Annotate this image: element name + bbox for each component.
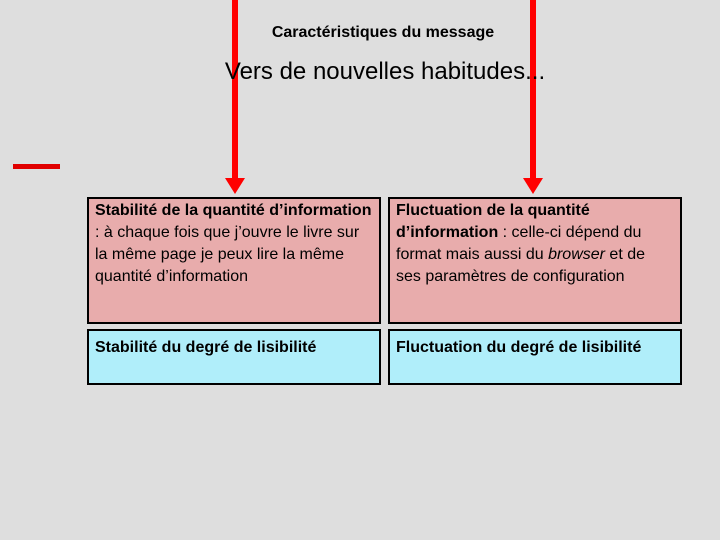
- fluctuation-quantity-box: [388, 197, 682, 324]
- right-arrow-head: [523, 178, 543, 194]
- stability-quantity-box: [87, 197, 381, 324]
- stability-quantity-text: : à chaque fois que j’ouvre le livre sur la même page je peux lire la même quantité d’information: [95, 224, 360, 285]
- left-arrow-head: [225, 178, 245, 194]
- slide-subtitle: Vers de nouvelles habitudes...: [224, 58, 546, 85]
- fluctuation-quantity-text-end: et de ses paramètres de configuration: [396, 246, 645, 285]
- fluctuation-readability-box: [388, 329, 682, 385]
- left-arrow-shaft: [232, 0, 238, 178]
- slide-title: Caractéristiques du message: [271, 24, 495, 41]
- stability-readability-box: [87, 329, 381, 385]
- fluctuation-quantity-text: : celle-ci dépend du format mais aussi du: [396, 224, 642, 263]
- stability-readability-heading: Stabilité du degré de lisibilité: [95, 339, 317, 356]
- red-dash-decoration: [13, 164, 60, 169]
- browser-emphasis: browser: [548, 246, 605, 263]
- fluctuation-quantity-heading: Fluctuation de la quantité d’information: [396, 202, 590, 241]
- fluctuation-readability-heading: Fluctuation du degré de lisibilité: [396, 339, 642, 356]
- right-arrow-shaft: [530, 0, 536, 178]
- stability-quantity-heading: Stabilité de la quantité d’information: [95, 202, 372, 219]
